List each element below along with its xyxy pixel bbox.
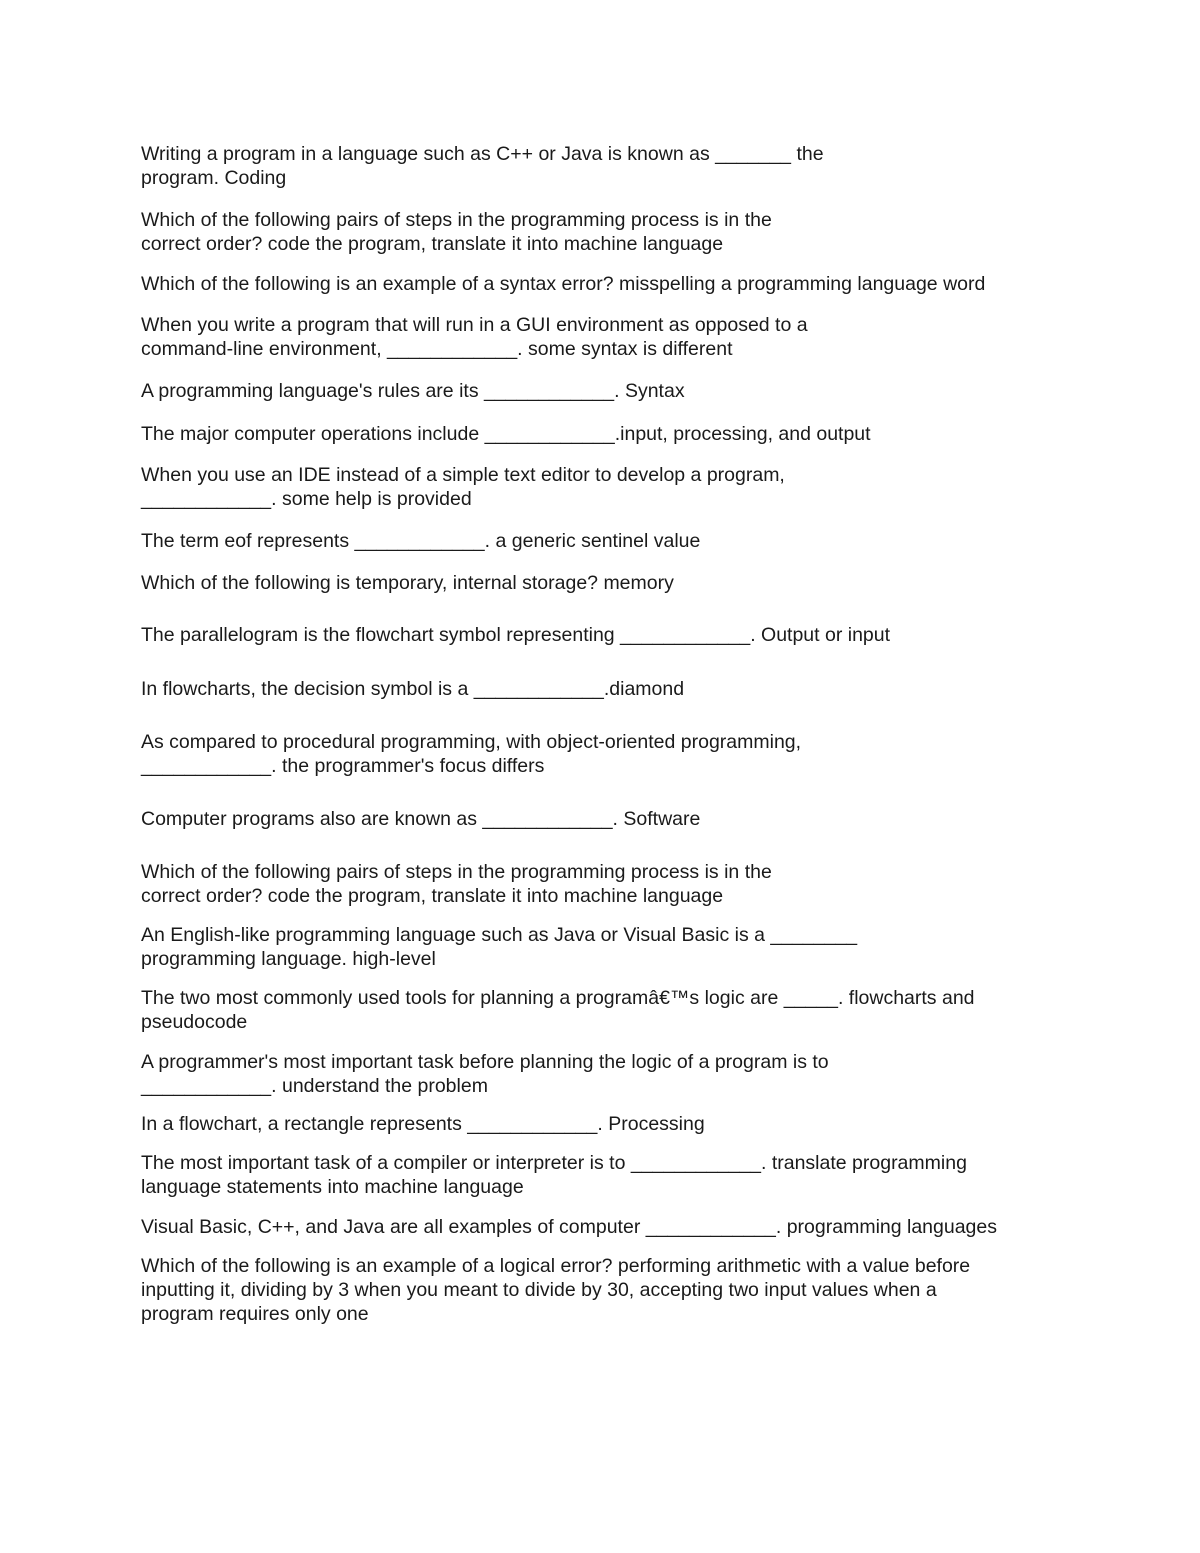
text-line: Computer programs also are known as ____________. Software — [141, 808, 701, 830]
paragraph — [141, 923, 1061, 971]
text-line: correct order? code the program, translate it into machine language — [141, 233, 724, 255]
paragraph — [141, 1254, 1061, 1326]
text-line: inputting it, dividing by 3 when you meant to divide by 30, accepting two input values when a — [141, 1279, 937, 1301]
text-line: program. Coding — [141, 167, 287, 189]
paragraph — [141, 571, 1061, 595]
text-line: The term eof represents ____________. a generic sentinel value — [141, 530, 701, 552]
text-line: program requires only one — [141, 1303, 369, 1325]
paragraph — [141, 986, 1061, 1034]
text-line: language statements into machine language — [141, 1176, 524, 1198]
text-line: A programmer's most important task before planning the logic of a program is to — [141, 1051, 829, 1073]
text-line: Writing a program in a language such as C++ or Java is known as _______ the — [141, 143, 824, 165]
paragraph — [141, 623, 1061, 647]
paragraph — [141, 313, 1061, 361]
document-body — [141, 0, 1061, 1553]
text-line: When you use an IDE instead of a simple text editor to develop a program, — [141, 464, 785, 486]
paragraph — [141, 422, 1061, 446]
text-line: The major computer operations include ____________.input, processing, and output — [141, 423, 871, 445]
paragraph — [141, 677, 1061, 701]
text-line: A programming language's rules are its ____________. Syntax — [141, 380, 685, 402]
text-line: correct order? code the program, translate it into machine language — [141, 885, 724, 907]
text-line: Which of the following pairs of steps in the programming process is in the — [141, 209, 772, 231]
text-line: An English-like programming language such as Java or Visual Basic is a ________ — [141, 924, 858, 946]
paragraph — [141, 1215, 1061, 1239]
text-line: ____________. understand the problem — [141, 1075, 488, 1097]
text-line: As compared to procedural programming, with object-oriented programming, — [141, 731, 802, 753]
text-line: Which of the following pairs of steps in the programming process is in the — [141, 861, 772, 883]
text-line: Which of the following is an example of a logical error? performing arithmetic with a value before — [141, 1255, 971, 1277]
paragraph — [141, 142, 1061, 190]
paragraph — [141, 208, 1061, 256]
text-line: The most important task of a compiler or interpreter is to ____________. translate programming — [141, 1152, 967, 1174]
paragraph — [141, 807, 1061, 831]
text-line: pseudocode — [141, 1011, 248, 1033]
text-line: In flowcharts, the decision symbol is a ____________.diamond — [141, 678, 685, 700]
paragraph — [141, 860, 1061, 908]
text-line: ____________. the programmer's focus differs — [141, 755, 545, 777]
text-line: command-line environment, ____________. some syntax is different — [141, 338, 733, 360]
text-line: ____________. some help is provided — [141, 488, 472, 510]
text-line: Visual Basic, C++, and Java are all examples of computer ____________. programming languages — [141, 1216, 998, 1238]
text-line: In a flowchart, a rectangle represents ____________. Processing — [141, 1113, 705, 1135]
paragraph — [141, 272, 1061, 296]
text-line: The two most commonly used tools for planning a programâ€™s logic are _____. flowcharts and — [141, 987, 975, 1009]
text-line: Which of the following is temporary, internal storage? memory — [141, 572, 674, 594]
paragraph — [141, 730, 1061, 778]
text-line: The parallelogram is the flowchart symbol representing ____________. Output or input — [141, 624, 891, 646]
text-line: programming language. high-level — [141, 948, 436, 970]
paragraph — [141, 463, 1061, 511]
paragraph — [141, 1112, 1061, 1136]
text-line: When you write a program that will run in a GUI environment as opposed to a — [141, 314, 808, 336]
paragraph — [141, 529, 1061, 553]
paragraph — [141, 1050, 1061, 1098]
paragraph — [141, 379, 1061, 403]
paragraph — [141, 1151, 1061, 1199]
text-line: Which of the following is an example of a syntax error? misspelling a programming language word — [141, 273, 986, 295]
